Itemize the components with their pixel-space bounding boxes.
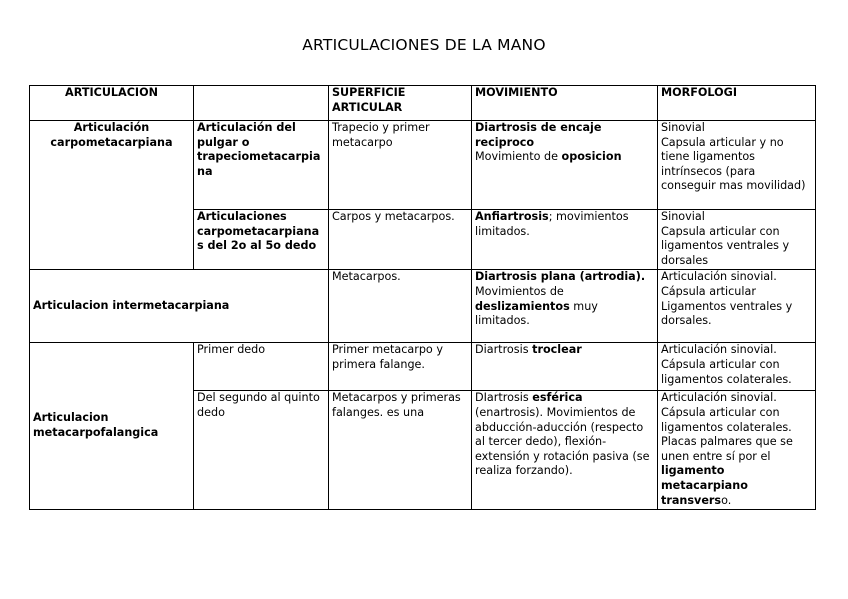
- joints-table: [29, 85, 816, 510]
- morphology-cell: Articulación sinovial. Cápsula articular Ligamentos ventrales y dorsales.: [658, 270, 816, 343]
- surface-cell: Metacarpos.: [329, 270, 472, 343]
- table-header-row: [30, 86, 816, 121]
- surface-cell: Carpos y metacarpos.: [329, 210, 472, 270]
- morphology-cell: Sinovial Capsula articular con ligamentos ventrales y dorsales: [658, 210, 816, 270]
- header-movimiento: MOVIMIENTO: [472, 86, 658, 121]
- table-row: [30, 270, 816, 343]
- sub-joint-pulgar: Articulación del pulgar o trapeciometacarpiana: [194, 121, 329, 210]
- morphology-cell: Articulación sinovial. Cápsula articular con ligamentos colaterales. Placas palmares que se unen entre sí por el ligamento metacarpiano transverso.: [658, 391, 816, 510]
- table-row: [30, 121, 816, 210]
- header-articulacion: ARTICULACION: [30, 86, 194, 121]
- header-superficie: SUPERFICIE ARTICULAR: [329, 86, 472, 121]
- morphology-cell: Sinovial Capsula articular y no tiene ligamentos intrínsecos (para conseguir mas movilidad): [658, 121, 816, 210]
- surface-cell: Primer metacarpo y primera falange.: [329, 343, 472, 391]
- sub-joint-segundo-quinto: Del segundo al quinto dedo: [194, 391, 329, 510]
- movement-cell: Diartrosis de encaje reciproco Movimiento de oposicion: [472, 121, 658, 210]
- movement-cell: Diartrosis troclear: [472, 343, 658, 391]
- document-title: ARTICULACIONES DE LA MANO: [302, 36, 546, 54]
- sub-joint-2o-5o: Articulaciones carpometacarpianas del 2o al 5o dedo: [194, 210, 329, 270]
- morphology-cell: Articulación sinovial. Cápsula articular con ligamentos colaterales.: [658, 343, 816, 391]
- movement-cell: Anfiartrosis; movimientos limitados.: [472, 210, 658, 270]
- table-row: [30, 343, 816, 391]
- movement-cell: DIartrosis esférica (enartrosis). Movimientos de abducción-aducción (respecto al tercer dedo), flexión-extensión y rotación pasiva (se realiza forzando).: [472, 391, 658, 510]
- surface-cell: Trapecio y primer metacarpo: [329, 121, 472, 210]
- movement-cell: Diartrosis plana (artrodia). Movimientos de deslizamientos muy limitados.: [472, 270, 658, 343]
- header-morfologia: MORFOLOGI: [658, 86, 816, 121]
- surface-cell: Metacarpos y primeras falanges. es una: [329, 391, 472, 510]
- header-blank: [194, 86, 329, 121]
- joint-name-metacarpofalangica: Articulacion metacarpofalangica: [30, 343, 194, 510]
- sub-joint-primer-dedo: Primer dedo: [194, 343, 329, 391]
- joint-name-intermetacarpiana: Articulacion intermetacarpiana: [30, 270, 329, 343]
- joint-name-carpometacarpiana: Articulación carpometacarpiana: [30, 121, 194, 270]
